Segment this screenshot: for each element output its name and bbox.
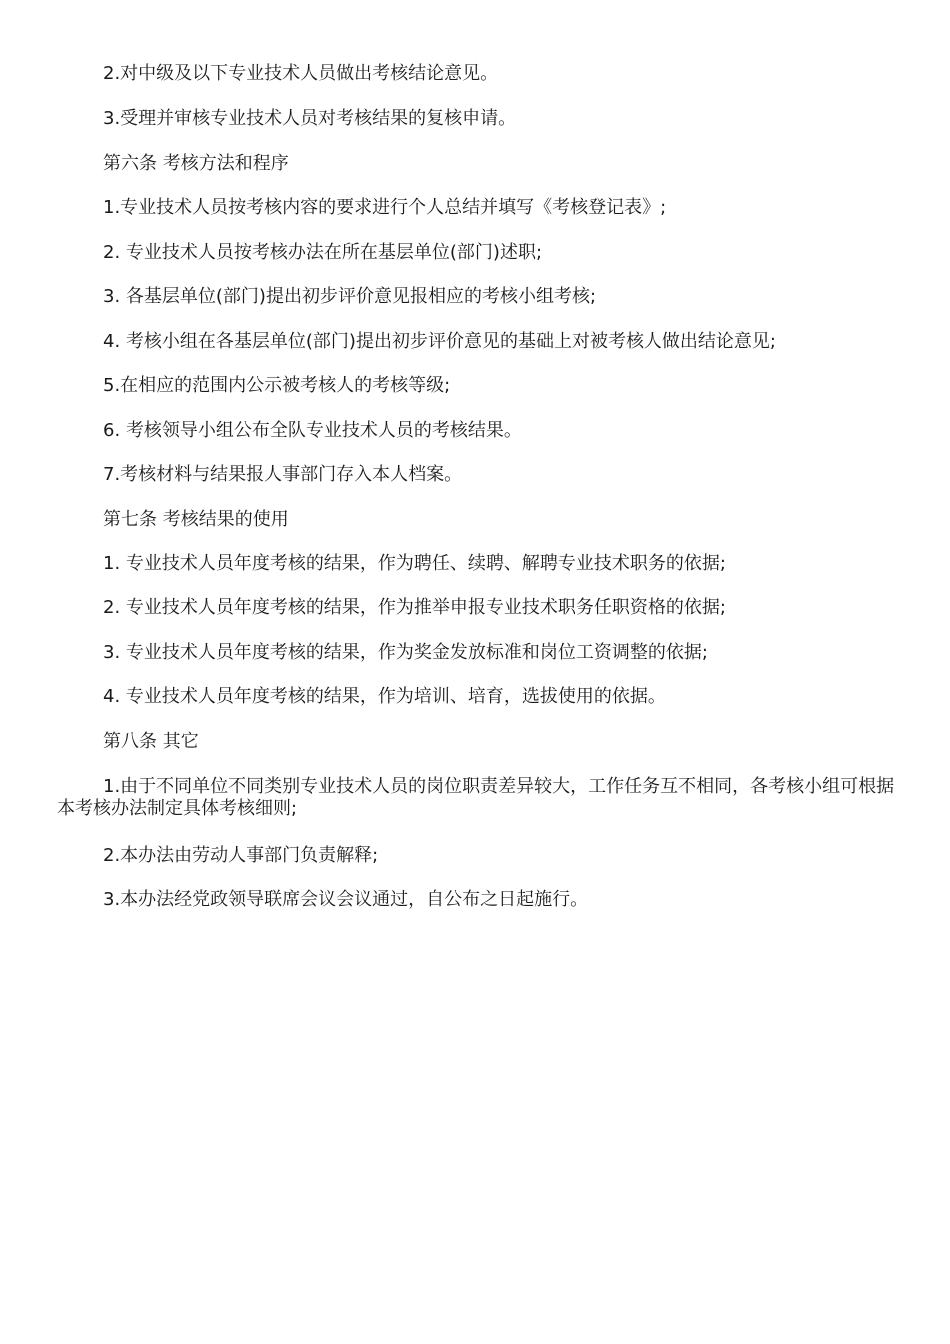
paragraph-procedure-6: 6. 考核领导小组公布全队专业技术人员的考核结果。 bbox=[103, 420, 522, 441]
paragraph-procedure-1: 1.专业技术人员按考核内容的要求进行个人总结并填写《考核登记表》; bbox=[103, 197, 667, 218]
section-heading-article-7: 第七条 考核结果的使用 bbox=[103, 509, 289, 530]
paragraph-duty-3: 3.受理并审核专业技术人员对考核结果的复核申请。 bbox=[103, 108, 517, 129]
paragraph-usage-2: 2. 专业技术人员年度考核的结果，作为推举申报专业技术职务任职资格的依据; bbox=[103, 597, 726, 618]
paragraph-other-1: 1.由于不同单位不同类别专业技术人员的岗位职责差异较大，工作任务互不相同，各考核小组可根据本考核办法制定具体考核细则; bbox=[57, 776, 895, 819]
paragraph-duty-2: 2.对中级及以下专业技术人员做出考核结论意见。 bbox=[103, 63, 499, 84]
paragraph-usage-4: 4. 专业技术人员年度考核的结果，作为培训、培育，选拔使用的依据。 bbox=[103, 686, 666, 707]
paragraph-usage-3: 3. 专业技术人员年度考核的结果，作为奖金发放标准和岗位工资调整的依据; bbox=[103, 642, 708, 663]
paragraph-procedure-4: 4. 考核小组在各基层单位(部门)提出初步评价意见的基础上对被考核人做出结论意见; bbox=[103, 331, 777, 352]
paragraph-usage-1: 1. 专业技术人员年度考核的结果，作为聘任、续聘、解聘专业技术职务的依据; bbox=[103, 553, 726, 574]
paragraph-procedure-3: 3. 各基层单位(部门)提出初步评价意见报相应的考核小组考核; bbox=[103, 286, 597, 307]
paragraph-other-3: 3.本办法经党政领导联席会议会议通过，自公布之日起施行。 bbox=[103, 889, 589, 910]
paragraph-procedure-5: 5.在相应的范围内公示被考核人的考核等级; bbox=[103, 375, 451, 396]
section-heading-article-8: 第八条 其它 bbox=[103, 731, 199, 752]
section-heading-article-6: 第六条 考核方法和程序 bbox=[103, 153, 289, 174]
paragraph-other-2: 2.本办法由劳动人事部门负责解释; bbox=[103, 845, 379, 866]
paragraph-procedure-7: 7.考核材料与结果报人事部门存入本人档案。 bbox=[103, 464, 463, 485]
paragraph-procedure-2: 2. 专业技术人员按考核办法在所在基层单位(部门)述职; bbox=[103, 242, 543, 263]
